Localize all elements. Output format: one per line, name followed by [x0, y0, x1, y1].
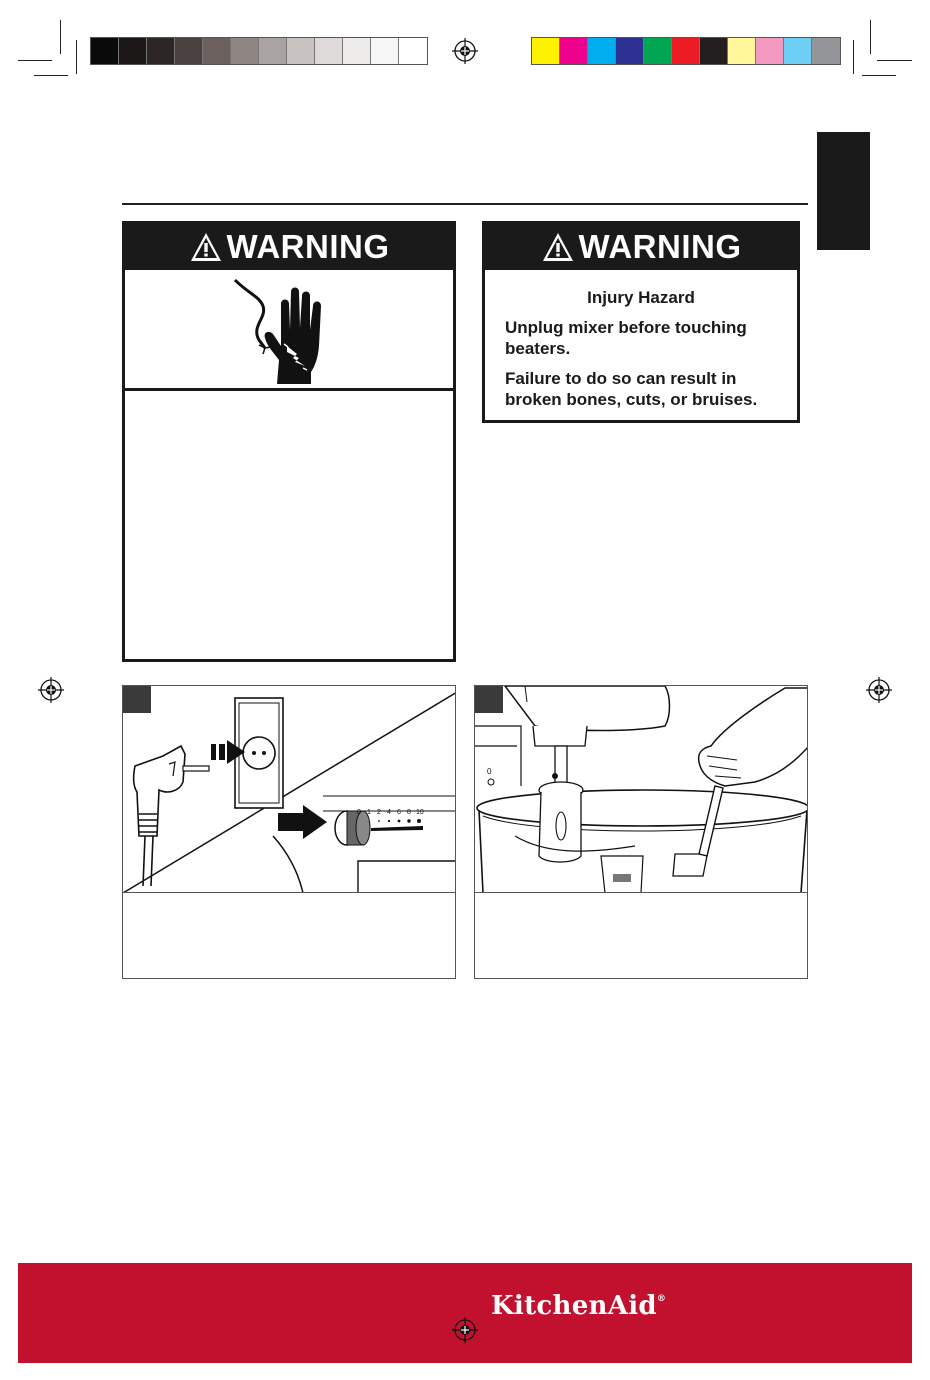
figure-illustration: [475, 686, 807, 893]
crop-mark: [862, 75, 896, 76]
registration-mark-icon: [452, 38, 478, 64]
brand-logo: [491, 1291, 666, 1321]
figure-scrape-bowl: [474, 685, 808, 979]
calibration-swatch: [532, 38, 560, 64]
shock-hazard-pictogram-area: [125, 270, 453, 391]
calibration-swatch: [756, 38, 784, 64]
electrical-shock-hand-icon: [229, 274, 333, 386]
calibration-swatch: [343, 38, 371, 64]
speed-mark: 8: [407, 809, 411, 816]
speed-mark: 4: [387, 809, 391, 816]
calibration-swatch: [315, 38, 343, 64]
registration-mark-icon: [452, 1317, 478, 1343]
speed-mark: 2: [377, 809, 381, 816]
calibration-swatch: [175, 38, 203, 64]
language-tab: [817, 132, 870, 250]
speed-mark: 0: [357, 809, 361, 816]
hazard-instruction: Unplug mixer before touching beaters.: [505, 318, 747, 358]
calibration-swatch: [203, 38, 231, 64]
color-calibration-strip: [531, 37, 841, 65]
calibration-swatch: [147, 38, 175, 64]
plug-and-speed-control-illustration: [123, 686, 455, 893]
warning-title: WARNING: [578, 228, 742, 265]
figure-number-badge: [475, 686, 503, 713]
warning-triangle-icon: [541, 231, 575, 263]
figure-illustration: [123, 686, 455, 893]
registration-mark-icon: [866, 677, 892, 703]
figure-number-badge: [123, 686, 151, 713]
electrical-warning-box: [122, 221, 456, 662]
mixer-bowl-scraping-illustration: [475, 686, 807, 893]
hazard-heading: Injury Hazard: [587, 288, 695, 307]
calibration-swatch: [560, 38, 588, 64]
crop-mark: [60, 20, 61, 54]
footer-band: [18, 1263, 912, 1363]
hazard-consequence: Failure to do so can result in broken bones, cuts, or bruises.: [505, 369, 758, 409]
calibration-swatch: [812, 38, 840, 64]
crop-mark: [76, 40, 77, 74]
section-divider: [122, 203, 808, 205]
crop-mark: [853, 40, 854, 74]
injury-warning-box: [482, 221, 800, 423]
speed-mark: 1: [367, 809, 371, 816]
calibration-swatch: [700, 38, 728, 64]
gray-calibration-strip: [90, 37, 428, 65]
calibration-swatch: [616, 38, 644, 64]
calibration-swatch: [259, 38, 287, 64]
calibration-swatch: [728, 38, 756, 64]
calibration-swatch: [672, 38, 700, 64]
speed-mark: 10: [416, 809, 424, 816]
warning-header: [125, 224, 453, 270]
brand-name: KitchenAid: [491, 1291, 657, 1321]
crop-mark: [870, 20, 871, 54]
crop-mark: [34, 75, 68, 76]
figure-unplug-and-speed-off: [122, 685, 456, 979]
registration-mark-icon: [38, 677, 64, 703]
crop-mark: [18, 60, 52, 61]
warning-title: WARNING: [226, 228, 390, 265]
warning-header: [485, 224, 797, 270]
warning-triangle-icon: [189, 231, 223, 263]
dial-label: 0: [487, 767, 492, 776]
calibration-swatch: [399, 38, 427, 64]
calibration-swatch: [588, 38, 616, 64]
calibration-swatch: [371, 38, 399, 64]
calibration-swatch: [231, 38, 259, 64]
calibration-swatch: [91, 38, 119, 64]
calibration-swatch: [784, 38, 812, 64]
calibration-swatch: [644, 38, 672, 64]
speed-mark: 6: [397, 809, 401, 816]
calibration-swatch: [287, 38, 315, 64]
calibration-swatch: [119, 38, 147, 64]
registered-mark: ®: [656, 1294, 667, 1304]
crop-mark: [877, 60, 912, 61]
